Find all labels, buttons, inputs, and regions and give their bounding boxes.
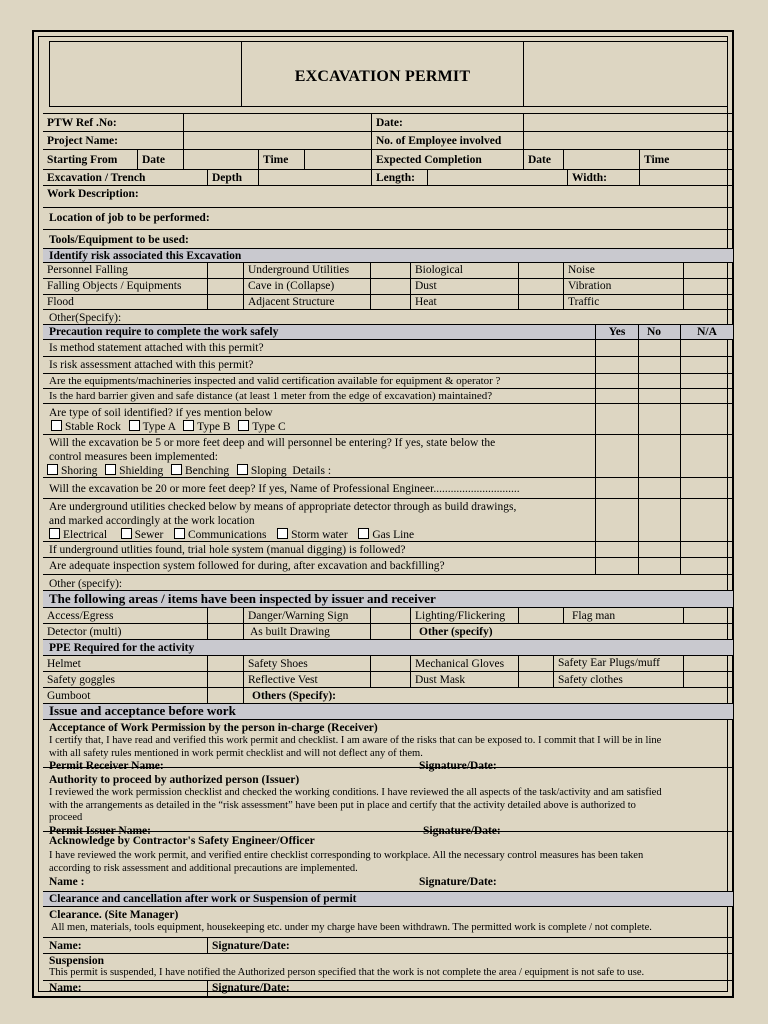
checkbox-type-a[interactable] [129,420,140,431]
ppe-check[interactable] [208,688,244,703]
suspension-title: Suspension [49,955,104,967]
suspension-block [43,954,733,981]
ack-name-label[interactable]: Name : [49,876,85,888]
ppe-item: Gumboot [43,688,208,703]
no-check[interactable] [639,478,681,498]
expected-label: Expected Completion [372,150,524,169]
na-check[interactable] [681,542,733,557]
question-text: Will the excavation be 5 or more feet deep and will personnel be entering? If yes, state below the [49,437,496,449]
ppe-check[interactable] [684,656,733,671]
utility-label: Electrical [63,529,108,541]
ack-text: I have reviewed the work permit, and verified entire checklist corresponding to workplace. All the necessary control measures has been taken [49,850,644,861]
clearance-header-text: Clearance and cancellation after work or Suspension of permit [49,893,357,905]
na-header: N/A [697,326,717,338]
no-check[interactable] [639,404,681,434]
project-row [43,132,733,150]
issuer-name-label[interactable]: Permit Issuer Name: [49,825,151,837]
checkbox-sloping[interactable] [237,464,248,475]
logo-cell-left [50,42,242,106]
risk-check[interactable] [208,263,244,278]
clearance-block [43,907,733,938]
no-check[interactable] [639,357,681,373]
question-text: control measures been implemented: [49,451,218,463]
location-row[interactable] [43,208,733,230]
yes-check[interactable] [596,340,639,356]
checkbox-gas-line[interactable] [358,528,369,539]
ack-title: Acknowledge by Contractor's Safety Engineer/Officer [49,835,315,847]
na-check[interactable] [681,435,733,477]
yes-check[interactable] [596,478,639,498]
receiver-name-label[interactable]: Permit Receiver Name: [49,760,164,772]
risk-item: Underground Utilities [244,263,371,278]
question-text: Is the hard barrier given and safe distance (at least 1 meter from the edge of excavation) maintained? [43,389,596,403]
risk-check[interactable] [371,295,411,309]
risk-header-text: Identify risk associated this Excavation [49,250,242,262]
na-check[interactable] [681,340,733,356]
risk-row-3 [43,295,733,310]
inspected-item: As built Drawing [244,624,371,639]
soil-option-label: Type A [142,421,176,433]
risk-check[interactable] [519,279,564,294]
no-check[interactable] [639,435,681,477]
ppe-item: Helmet [43,656,208,671]
control-label: Benching [185,465,230,477]
utility-label: Communications [187,529,267,541]
project-field[interactable] [184,132,372,149]
yes-check[interactable] [596,558,639,574]
ppe-check[interactable] [208,656,244,671]
question-text: Is risk assessment attached with this permit? [43,357,596,373]
risk-check[interactable] [371,263,411,278]
ppe-check[interactable] [208,672,244,687]
inspected-item: Flag man [564,608,684,623]
inspected-check[interactable] [684,608,733,623]
inspected-check[interactable] [519,608,564,623]
question-soil [43,404,596,434]
start-time-field[interactable] [305,150,372,169]
date-label: Date: [372,114,524,131]
ppe-check[interactable] [371,656,411,671]
details-label: Details : [292,465,332,477]
suspension-name-label[interactable]: Name: [43,981,208,996]
yes-check[interactable] [596,374,639,388]
header-box [49,41,728,107]
precaution-other-label: Other (specify): [49,578,123,590]
risk-item: Dust [411,279,519,294]
issue-header [43,704,733,720]
question-deep [43,435,596,477]
na-check[interactable] [681,404,733,434]
starting-label: Starting From [43,150,138,169]
utility-options [47,528,595,541]
yes-check[interactable] [596,499,639,541]
na-check[interactable] [681,478,733,498]
checkbox-shielding[interactable] [105,464,116,475]
na-check[interactable] [681,499,733,541]
no-check[interactable] [639,340,681,356]
length-label: Length: [372,170,428,185]
ppe-row-2 [43,672,733,688]
receiver-block [43,720,733,772]
inspected-header-text: The following areas / items have been inspected by issuer and receiver [49,591,436,606]
logo-cell-right [523,42,727,106]
na-check[interactable] [681,558,733,574]
yes-check[interactable] [596,542,639,557]
risk-check[interactable] [684,295,733,309]
question-text: Are adequate inspection system followed for during, after excavation and backfilling? [43,558,596,574]
checkbox-stable-rock[interactable] [51,420,62,431]
issuer-signature-label[interactable]: Signature/Date: [423,825,501,837]
ppe-row-1 [43,656,733,672]
inspected-other-label: Other (specify) [419,626,493,638]
inspected-item: Detector (multi) [43,624,208,639]
risk-other-row[interactable] [43,310,733,325]
receiver-text: with all safety rules mentioned in work permit checklist and will not deflect any of them. [49,748,423,759]
issuer-text: proceed [49,812,83,823]
form-inner-border [38,36,728,992]
precaution-q6 [43,435,733,478]
yes-check[interactable] [596,435,639,477]
precaution-q9 [43,542,733,558]
exp-date-label: Date [524,150,564,169]
ppe-item: Safety Shoes [244,656,371,671]
width-field[interactable] [640,170,733,185]
date-field[interactable] [524,114,733,131]
start-date-label: Date [138,150,184,169]
soil-option-label: Type B [197,421,231,433]
question-text: Are type of soil identified? if yes mention below [49,407,273,419]
risk-item: Falling Objects / Equipments [43,279,208,294]
risk-item: Cave in (Collapse) [244,279,371,294]
yes-check[interactable] [596,389,639,403]
inspected-check[interactable] [208,608,244,623]
control-options [45,464,595,477]
no-check[interactable] [639,389,681,403]
risk-item: Flood [43,295,208,309]
question-text: and marked accordingly at the work location [49,515,255,527]
yes-header: Yes [596,325,639,339]
risk-check[interactable] [519,295,564,309]
suspension-text: This permit is suspended, I have notified the Authorized person specified that the work is not complete the area / equipment is not safe to use. [49,967,645,978]
checkbox-storm-water[interactable] [277,528,288,539]
inspected-item: Danger/Warning Sign [244,608,371,623]
issue-header-text: Issue and acceptance before work [49,703,236,718]
inspected-header [43,591,733,608]
clearance-sign-row [43,938,733,954]
risk-check[interactable] [684,279,733,294]
inspected-check[interactable] [371,608,411,623]
precaution-q10 [43,558,733,575]
precaution-q5 [43,404,733,435]
issuer-title: Authority to proceed by authorized person (Issuer) [49,774,300,786]
precaution-q1 [43,340,733,357]
inspected-check[interactable] [371,624,411,639]
inspected-item: Lighting/Flickering [411,608,519,623]
checkbox-shoring[interactable] [47,464,58,475]
precaution-q3 [43,374,733,389]
risk-check[interactable] [684,263,733,278]
ppe-row-3 [43,688,733,704]
ppe-check[interactable] [519,672,554,687]
question-text: Is method statement attached with this permit? [43,340,596,356]
checkbox-electrical[interactable] [49,528,60,539]
checkbox-sewer[interactable] [121,528,132,539]
utility-label: Storm water [291,529,348,541]
project-label: Project Name: [43,132,184,149]
clearance-header [43,892,733,907]
risk-row-1 [43,263,733,279]
location-label: Location of job to be performed: [49,212,210,224]
excavation-label: Excavation / Trench [43,170,208,185]
permit-form [32,30,734,998]
no-check[interactable] [639,542,681,557]
tools-row[interactable] [43,230,733,249]
ppe-item: Safety Ear Plugs/muff [554,656,684,671]
ack-signature-label[interactable]: Signature/Date: [419,876,497,888]
risk-item: Traffic [564,295,684,309]
utility-label: Sewer [134,529,164,541]
clearance-title: Clearance. (Site Manager) [49,909,179,921]
na-check[interactable] [681,389,733,403]
start-time-label: Time [259,150,305,169]
precaution-q2 [43,357,733,374]
receiver-title: Acceptance of Work Permission by the person in-charge (Receiver) [49,722,378,734]
ppe-item: Mechanical Gloves [411,656,519,671]
question-text: Are the equipments/machineries inspected and valid certification available for equipment & operator ? [43,374,596,388]
depth-label: Depth [208,170,259,185]
risk-check[interactable] [371,279,411,294]
ppe-item: Safety clothes [554,672,684,687]
risk-item: Personnel Falling [43,263,208,278]
question-text: Will the excavation be 20 or more feet deep? If yes, Name of Professional Engineer.............................. [43,478,596,498]
risk-row-2 [43,279,733,295]
employees-field[interactable] [524,132,733,149]
ptw-row [43,113,733,132]
clearance-text: All men, materials, tools equipment, housekeeping etc. under my charge have been withdrawn. The permitted work is complete / not complete. [51,922,652,933]
risk-item: Vibration [564,279,684,294]
control-label: Sloping [250,465,287,477]
soil-option-label: Stable Rock [65,421,121,433]
exp-date-field[interactable] [564,150,640,169]
suspension-sign-row [43,981,733,996]
risk-item: Biological [411,263,519,278]
question-utilities [43,499,596,541]
inspected-check[interactable] [208,624,244,639]
precaution-q7 [43,478,733,499]
page-title: EXCAVATION PERMIT [294,68,471,85]
ppe-item: Safety goggles [43,672,208,687]
risk-header [43,249,733,263]
receiver-signature-label[interactable]: Signature/Date: [419,760,497,772]
start-row [43,150,733,170]
checkbox-type-c[interactable] [238,420,249,431]
risk-check[interactable] [208,279,244,294]
ppe-item: Reflective Vest [244,672,371,687]
question-text: Are underground utilities checked below by means of appropriate detector through as build drawings, [49,501,517,513]
risk-check[interactable] [208,295,244,309]
inspected-item: Access/Egress [43,608,208,623]
ppe-header [43,640,733,656]
checkbox-type-b[interactable] [183,420,194,431]
na-check[interactable] [681,357,733,373]
yes-check[interactable] [596,404,639,434]
receiver-text: I certify that, I have read and verified this work permit and checklist. I am aware of the risks that can be exposed to. I commit that I will be in line [49,735,662,746]
risk-other-label: Other(Specify): [49,312,122,324]
issuer-block [43,768,733,837]
excavation-row [43,170,733,186]
ack-block [43,832,733,892]
precaution-header [43,325,733,340]
question-text: If underground utlities found, trial hole system (manual digging) is followed? [43,542,596,557]
clearance-name-label[interactable]: Name: [43,938,208,953]
utility-label: Gas Line [372,529,415,541]
soil-option-label: Type C [252,421,286,433]
start-date-field[interactable] [184,150,259,169]
precaution-other-row[interactable] [43,575,733,591]
risk-item: Noise [564,263,684,278]
ppe-header-text: PPE Required for the activity [49,642,195,654]
risk-item: Adjacent Structure [244,295,371,309]
suspension-signature-label[interactable]: Signature/Date: [212,982,290,994]
no-check[interactable] [639,499,681,541]
inspected-row-2 [43,624,733,640]
control-label: Shielding [119,465,164,477]
precaution-q4 [43,389,733,404]
checkbox-benching[interactable] [171,464,182,475]
ppe-check[interactable] [519,656,554,671]
yes-check[interactable] [596,357,639,373]
clearance-signature-label[interactable]: Signature/Date: [212,940,290,952]
no-check[interactable] [639,558,681,574]
exp-time-label: Time [644,154,670,166]
no-check[interactable] [639,374,681,388]
risk-item: Heat [411,295,519,309]
width-label: Width: [568,170,640,185]
precaution-q8 [43,499,733,542]
soil-options [49,420,595,434]
ppe-check[interactable] [371,672,411,687]
ppe-others-label: Others (Specify): [252,690,336,702]
no-header: No [639,325,681,339]
ptw-field[interactable] [184,114,372,131]
ptw-label: PTW Ref .No: [43,114,184,131]
issuer-text: I reviewed the work permission checklist and checked the working conditions. I have reviewed the all aspects of the task/activity and am satisfied [49,787,662,798]
na-check[interactable] [681,374,733,388]
inspected-row-1 [43,608,733,624]
issuer-text: with the arrangements as detailed in the “risk assessment” have been put in place and certify that the activity detailed above is authorized to [49,800,636,811]
length-field[interactable] [428,170,568,185]
ppe-check[interactable] [684,672,733,687]
work-description-row[interactable] [43,186,733,208]
checkbox-communications[interactable] [174,528,185,539]
precaution-header-text: Precaution require to complete the work safely [43,325,596,339]
ppe-item: Dust Mask [411,672,519,687]
control-label: Shoring [61,465,98,477]
employees-label: No. of Employee involved [372,132,524,149]
work-description-label: Work Description: [47,188,139,200]
ack-text: according to risk assessment and additional precautions are implemented. [49,863,358,874]
tools-label: Tools/Equipment to be used: [49,234,189,246]
risk-check[interactable] [519,263,564,278]
depth-field[interactable] [259,170,372,185]
